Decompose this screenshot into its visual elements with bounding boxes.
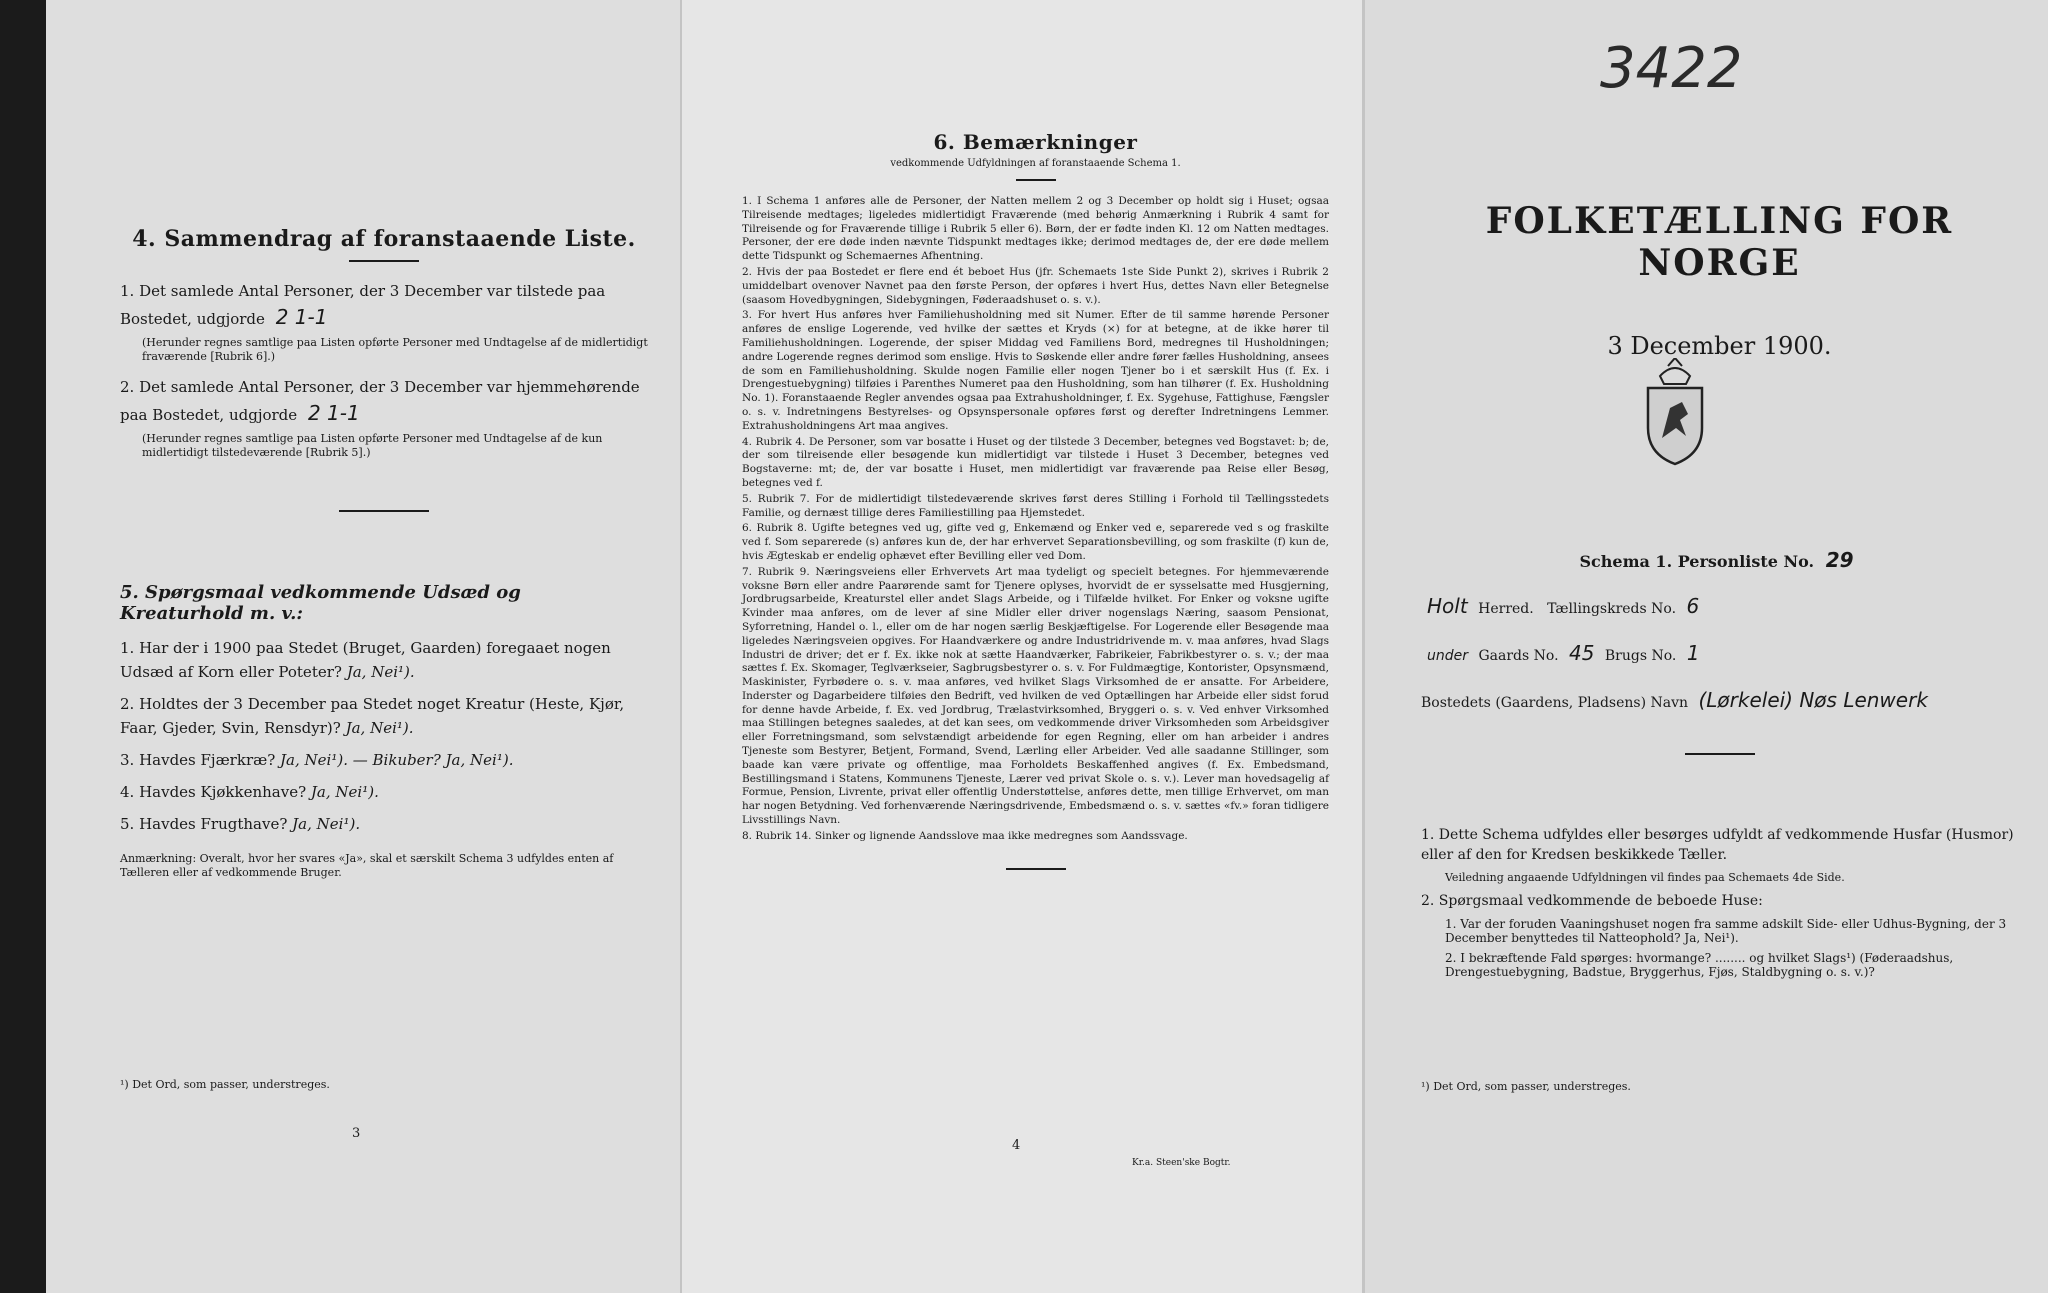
question-1-text: 1. Har der i 1900 paa Stedet (Bruget, Gaarden) foregaaet nogen Udsæd af Korn eller Poteter?	[120, 639, 611, 681]
question-4-answer: Ja, Nei¹).	[310, 783, 379, 801]
question-2-answer: Ja, Nei¹).	[345, 719, 414, 737]
gaards-value: 45	[1568, 641, 1595, 665]
question-3-answer: Ja, Nei¹). — Bikuber? Ja, Nei¹).	[280, 751, 514, 769]
instruction-hint: Veiledning angaaende Udfyldningen vil findes paa Schemaets 4de Side.	[1445, 871, 1845, 884]
bosted-label: Bostedets (Gaardens, Pladsens) Navn	[1421, 695, 1689, 711]
section4-title: 4. Sammendrag af foranstaaende Liste.	[132, 226, 636, 252]
remarks-subtitle: vedkommende Udfyldningen af foranstaaende Schema 1.	[890, 158, 1181, 169]
title-rule	[349, 260, 419, 262]
summary-item-1-text: 1. Det samlede Antal Personer, der 3 December var tilstede paa Bostedet, udgjorde	[120, 282, 606, 328]
section-divider	[339, 510, 429, 512]
summary-item-2	[120, 374, 648, 428]
question-5	[120, 812, 648, 836]
census-date: 3 December 1900.	[1607, 332, 1832, 360]
instruction-1: 1. Dette Schema udfyldes eller besørges udfyldt af vedkommende Husfar (Husmor) eller af den for Kredsen beskikkede Tæller.	[1421, 827, 2014, 863]
bosted-value: (Lørkelei) Nøs Lenwerk	[1698, 688, 1928, 712]
herred-label: Herred.	[1478, 601, 1534, 617]
remark-item: 5. Rubrik 7. For de midlertidigt tilstedeværende skrives først deres Stilling i Forhold til Tællingsstedets Familie, og dernæst tillige deres Familiestilling paa Hjemstedet.	[742, 492, 1329, 519]
left-page	[46, 0, 682, 1293]
brugs-label: Brugs No.	[1604, 648, 1677, 664]
remark-item: 3. For hvert Hus anføres hver Familiehusholdning med sit Numer. Efter de til samme hørende Personer anføres de enslige Logerende, ved hvilke der sættes et Kryds (×) for at betegne, at de ikke hører til Familiehusholdningen. Logerende, der spiser Middag ved Familiens Bord, medregnes til Husholdningen; andre Logerende regnes derimod som enslige. Hvis to Søskende eller andre fører fælles Husholdning, ansees de som en Familiehusholdning. Skulde nogen Familie eller nogen Tjener bo i et særskilt Hus (f. Ex. i Drengestuebygning) tilføies i Parenthes Numeret paa den Husholdning, som han tilhører (f. Ex. Husholdning No. 1). Foranstaaende Regler anvendes ogsaa paa Extrahusholdninger, f. Ex. Sygehuse, Fattighuse, Fængsler o. s. v. Indretningens Bestyrelses- og Opsynspersonale opføres først og derefter Indretningens Lemmer. Extrahusholdningens Art maa angives.	[742, 309, 1329, 432]
gaards-line	[1421, 643, 2018, 666]
question-4	[120, 780, 648, 804]
anmerkning-note: Anmærkning: Overalt, hvor her svares «Ja», skal et særskilt Schema 3 udfyldes enten af Tælleren eller af vedkommende Bruger.	[120, 852, 614, 879]
kreds-label: Tællingskreds No.	[1547, 601, 1677, 617]
schema-line	[1421, 550, 2018, 572]
remark-item: 6. Rubrik 8. Ugifte betegnes ved ug, gifte ved g, Enkemænd og Enker ved e, separerede ved s og fraskilte ved f. Som separerede (s) anføres kun de, der har erhvervet Separationsbevilling, og som fraskilte (f) kun de, hvis Ægteskab er endelig ophævet efter Bevilling eller ved Dom.	[742, 522, 1329, 562]
remark-item: 1. I Schema 1 anføres alle de Personer, der Natten mellem 2 og 3 December op holdt sig i Huset; ogsaa Tilreisende medtages; ligeledes midlertidigt Fraværende (med behørig Anmærkning i Rubrik 4 samt for Tilreisende og for Fraværende tillige i Rubrik 5 eller 6). Børn, der er fødte inden Kl. 12 om Natten medtages. Personer, der ere døde inden nævnte Tidspunkt medtages ikke; derimod medtages de, der ere døde mellem dette Tidspunkt og Schemaernes Afhentning.	[742, 195, 1329, 263]
question-4-text: 4. Havdes Kjøkkenhave?	[120, 783, 307, 801]
summary-item-2-text: 2. Det samlede Antal Personer, der 3 December var hjemmehørende paa Bostedet, udgjorde	[120, 378, 640, 424]
summary-item-2-value: 2 1-1	[307, 401, 360, 425]
question-2-text: 2. Holdtes der 3 December paa Stedet noget Kreatur (Heste, Kjør, Faar, Gjeder, Svin, Rensdyr)?	[120, 695, 625, 737]
left-footnote: ¹) Det Ord, som passer, understreges.	[120, 1078, 330, 1091]
summary-item-2-note: (Herunder regnes samtlige paa Listen opførte Personer med Undtagelse af de kun midlertidigt tilstedeværende [Rubrik 5].)	[142, 432, 603, 459]
gaards-label: Gaards No.	[1478, 648, 1559, 664]
schema-number: 29	[1825, 548, 1854, 572]
right-divider	[1685, 753, 1755, 755]
question-3	[120, 748, 648, 772]
question-2	[120, 692, 648, 740]
question-1	[120, 636, 648, 684]
under-value: under	[1427, 648, 1469, 664]
question-3-text: 3. Havdes Fjærkræ?	[120, 751, 276, 769]
remarks-title: 6. Bemærkninger	[933, 130, 1138, 154]
house-question-1: 1. Var der foruden Vaaningshuset nogen fra samme adskilt Side- eller Udhus-Bygning, der 3 December benyttedes til Natteophold? Ja, Nei¹).	[1445, 917, 2007, 945]
remark-item: 8. Rubrik 14. Sinker og lignende Aandsslove maa ikke medregnes som Aandssvage.	[742, 829, 1188, 842]
census-title: FOLKETÆLLING FOR NORGE	[1485, 200, 1954, 284]
kreds-value: 6	[1686, 594, 1700, 618]
printer-mark: Kr.a. Steen'ske Bogtr.	[1132, 1158, 1231, 1168]
remarks-end-rule	[1006, 868, 1066, 870]
question-5-text: 5. Havdes Frugthave?	[120, 815, 288, 833]
right-page	[1365, 0, 2048, 1293]
schema-label: Schema 1. Personliste No.	[1579, 552, 1815, 571]
instruction-2: 2. Spørgsmaal vedkommende de beboede Huse:	[1421, 893, 1763, 909]
herred-value: Holt	[1427, 594, 1468, 618]
remark-item: 7. Rubrik 9. Næringsveiens eller Erhvervets Art maa tydeligt og specielt betegnes. For hjemmeværende voksne Børn eller andre Paarørende samt for Tjenere oplyses, hvorvidt de er sysselsatte med Husgjerning, Jordbrugsarbeide, Kreaturstel eller andet Slags Arbeide, og i Tilfælde hvilket. For Enker og voksne ugifte Kvinder maa anføres, om de lever af sine Midler eller driver nogenslags Næring, saasom Pensionat, Syforretning, Handel o. l., eller om de har nogen særlig Beskjæftigelse. For Logerende eller Besøgende maa ligeledes Næringsveien opgives. For Haandværkere og andre Industridrivende m. v. maa anføres, hvad Slags Industri de driver; det er f. Ex. ikke nok at sætte Haandværker, Fabrikeier, Fabrikbestyrer o. s. v.; der maa sættes f. Ex. Skomager, Teglværkseier, Sagbrugsbestyrer o. s. v. For Fuldmægtige, Kontorister, Opsynsmænd, Maskinister, Fyrbødere o. s. v. maa anføres, ved hvilket Slags Virksomhed de er ansatte. For Arbeidere, Inderster og Dagarbeidere tilføies den Bedrift, ved hvilken de ved Optællingen har Arbeide eller sidst forud for denne havde Arbeide, f. Ex. ved Jordbrug, Trælastvirksomhed, Bryggeri o. s. v. Ved enhver Virksomhed maa Stillingen betegnes saaledes, at det kan sees, om vedkommende driver Virksomheden som Arbeidsgiver eller Forretningsmand, som selvstændigt arbeidende for egen Regning, eller om han arbeider i andres Tjeneste som Bestyrer, Betjent, Formand, Svend, Lærling eller Arbeider. Ved alle saadanne Stillinger, som baade kan være private og offentlige, maa Forholdets Beskaffenhed angives (f. Ex. Embedsmand, Bestillingsmand i Statens, Kommunens Tjeneste, Lærer ved privat Skole o. s. v.). Lever man hovedsagelig af Formue, Pension, Livrente, privat eller offentlig Understøttelse, anføres dette, men tillige Erhvervet, om man har nogen Betydning. Ved forhenværende Næringsdrivende, Embedsmænd o. s. v. sættes «fv.» foran tidligere Livsstillings Navn.	[742, 565, 1329, 827]
summary-item-1-value: 2 1-1	[275, 305, 328, 329]
summary-item-1-note: (Herunder regnes samtlige paa Listen opførte Personer med Undtagelse af de midlertidigt fraværende [Rubrik 6].)	[142, 336, 648, 363]
remark-item: 4. Rubrik 4. De Personer, som var bosatte i Huset og der tilstede 3 December, betegnes ved Bogstavet: b; de, der som tilreisende eller besøgende kun midlertidigt var tilstede i Huset 3 December, betegnes ved Bogstaverne: mt; de, der var bosatte i Huset, men midlertidigt var fraværende paa Reise eller Besøg, betegnes ved f.	[742, 435, 1329, 489]
summary-item-1	[120, 278, 648, 332]
middle-page	[682, 0, 1365, 1293]
question-1-answer: Ja, Nei¹).	[346, 663, 415, 681]
bosted-line	[1421, 690, 2018, 713]
left-page-number: 3	[352, 1126, 361, 1141]
norway-coat-of-arms-icon	[1640, 358, 1710, 472]
middle-page-number: 4	[1012, 1138, 1021, 1153]
brugs-value: 1	[1686, 641, 1700, 665]
archive-stamp-number: 3422	[1600, 36, 1743, 101]
remark-item: 2. Hvis der paa Bostedet er flere end ét beboet Hus (jfr. Schemaets 1ste Side Punkt 2), skrives i Rubrik 2 umiddelbart ovenover Navnet paa den første Person, der opføres i hvert Hus, dettes Navn eller Betegnelse (saasom Hovedbygningen, Sidebygningen, Føderaadshuset o. s. v.).	[742, 265, 1329, 306]
house-question-2: 2. I bekræftende Fald spørges: hvormange? ........ og hvilket Slags¹) (Føderaadshus, Drengestuebygning, Badstue, Bryggerhus, Fjøs, Staldbygning o. s. v.)?	[1445, 951, 1954, 979]
question-5-answer: Ja, Nei¹).	[292, 815, 361, 833]
herred-line	[1421, 596, 2018, 619]
remarks-rule	[1016, 179, 1056, 181]
right-footnote: ¹) Det Ord, som passer, understreges.	[1421, 1080, 1631, 1093]
section5-title: 5. Spørgsmaal vedkommende Udsæd og Kreaturhold m. v.:	[120, 582, 521, 624]
